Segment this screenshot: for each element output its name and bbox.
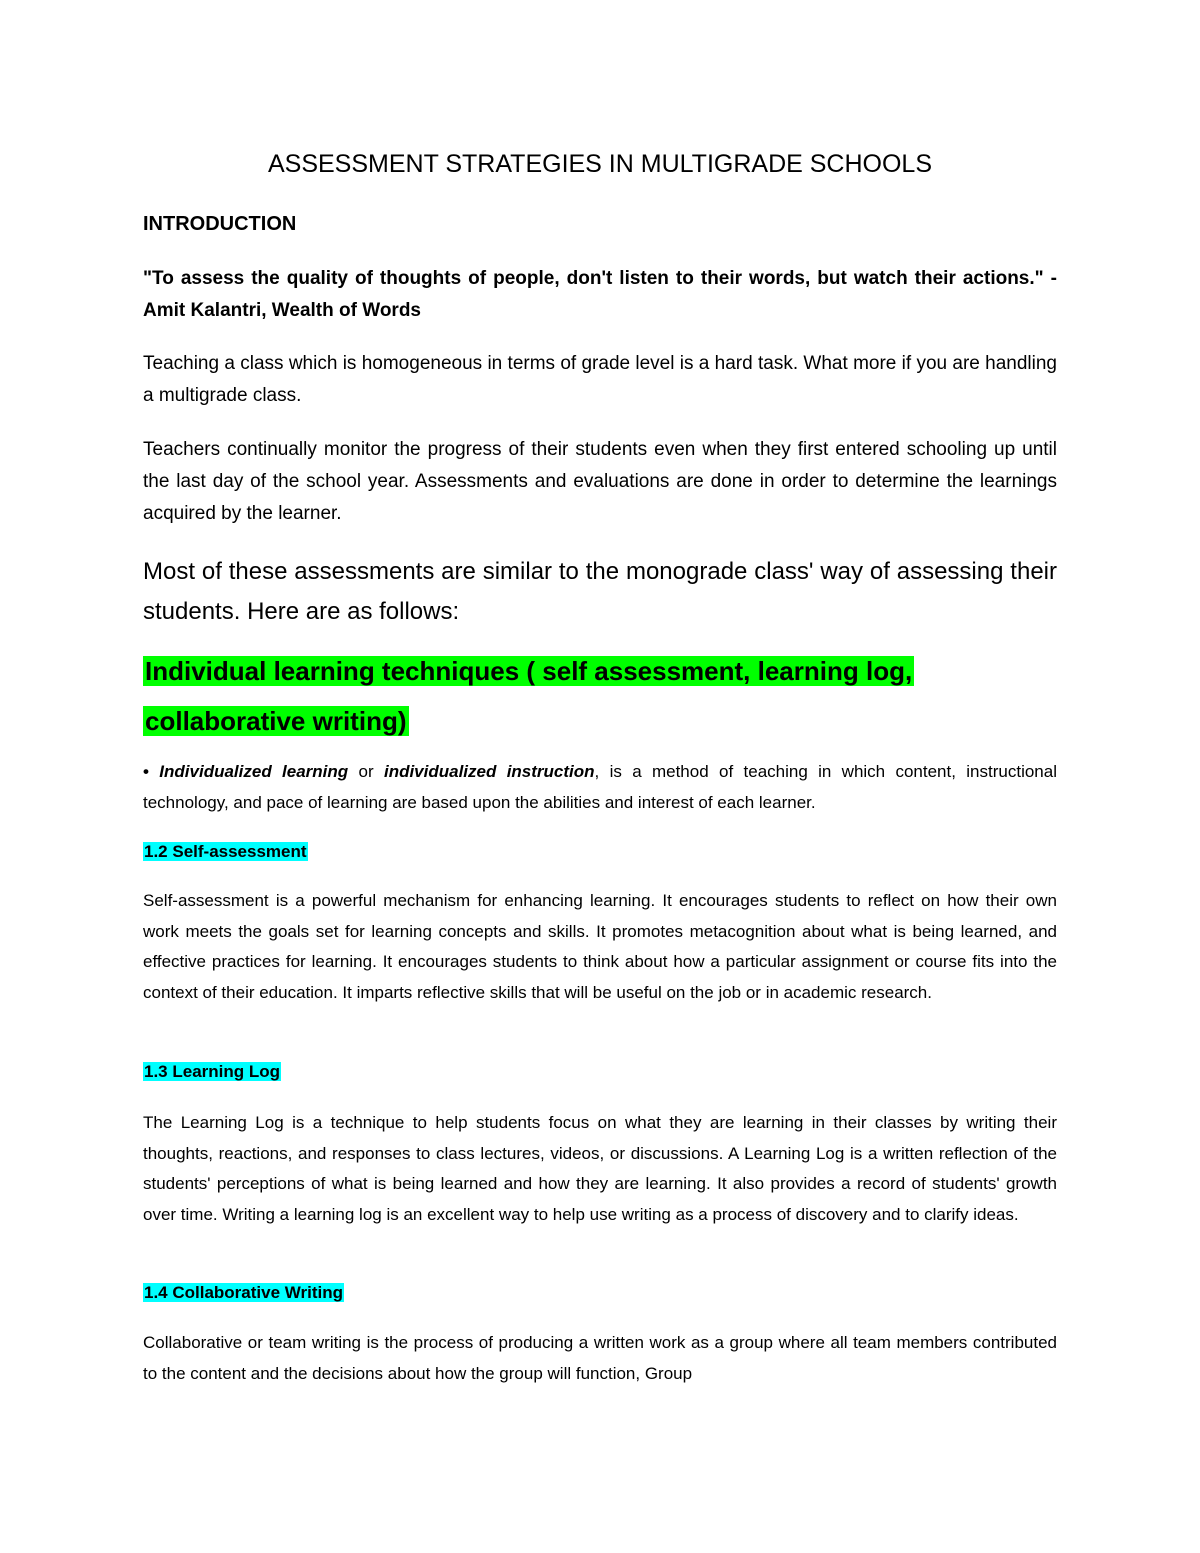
term-individualized-instruction: individualized instruction xyxy=(383,762,595,781)
term-individualized-learning: Individualized learning xyxy=(159,762,349,781)
individualized-learning-bullet xyxy=(143,757,1057,818)
section-body-self-assessment: Self-assessment is a powerful mechanism for enhancing learning. It encourages students to reflect on how their own work meets the goals set for learning concepts and skills. It promotes metacognition about what is being learned, and effective practices for learning. It encourages students to think about how a particular assignment or course fits into the context of their education. It imparts reflective skills that will be useful on the job or in academic research. xyxy=(143,891,1057,1002)
section-heading-self-assessment-text: 1.2 Self-assessment xyxy=(144,842,307,861)
bullet-symbol: • xyxy=(143,762,149,781)
section-heading-learning-log xyxy=(143,1058,281,1086)
opening-quote: "To assess the quality of thoughts of people, don't listen to their words, but watch their actions." - Amit Kalantri, Wealth of Words xyxy=(143,268,1057,321)
individual-learning-heading xyxy=(143,646,1057,746)
paragraph-homogeneous-class: Teaching a class which is homogeneous in terms of grade level is a hard task. What more if you are handling a multigrade class. xyxy=(143,353,1057,406)
section-heading-collaborative-writing-text: 1.4 Collaborative Writing xyxy=(144,1283,344,1302)
individual-learning-heading-text: Individual learning techniques ( self assessment, learning log, collaborative writing) xyxy=(145,656,913,736)
section-body-learning-log: The Learning Log is a technique to help students focus on what they are learning in their classes by writing their thoughts, reactions, and responses to class lectures, videos, or discussions. A Learning Log is a written reflection of the students' perceptions of what is being learned and how they are learning. It also provides a record of students' growth over time. Writing a learning log is an excellent way to help use writing as a process of discovery and to clarify ideas. xyxy=(143,1113,1057,1224)
section-heading-learning-log-text: 1.3 Learning Log xyxy=(144,1062,281,1081)
paragraph-teachers-monitor: Teachers continually monitor the progress of their students even when they first entered schooling up until the last day of the school year. Assessments and evaluations are done in order to determine the learnings acquired by the learner. xyxy=(143,439,1057,524)
section-body-collaborative-writing: Collaborative or team writing is the process of producing a written work as a group where all team members contributed to the content and the decisions about how the group will function, Group xyxy=(143,1333,1057,1383)
introduction-heading: INTRODUCTION xyxy=(143,213,297,235)
term-connector: or xyxy=(358,762,374,781)
paragraph-monograde-similar: Most of these assessments are similar to the monograde class' way of assessing their students. Here are as follows: xyxy=(143,558,1057,625)
document-title: ASSESSMENT STRATEGIES IN MULTIGRADE SCHOOLS xyxy=(267,150,932,178)
section-heading-collaborative-writing xyxy=(143,1279,344,1307)
bullet-definition: , is a method of teaching in which content, instructional technology, and pace of learning are based upon the abilities and interest of each learner. xyxy=(143,762,1057,812)
section-heading-self-assessment xyxy=(143,838,308,866)
